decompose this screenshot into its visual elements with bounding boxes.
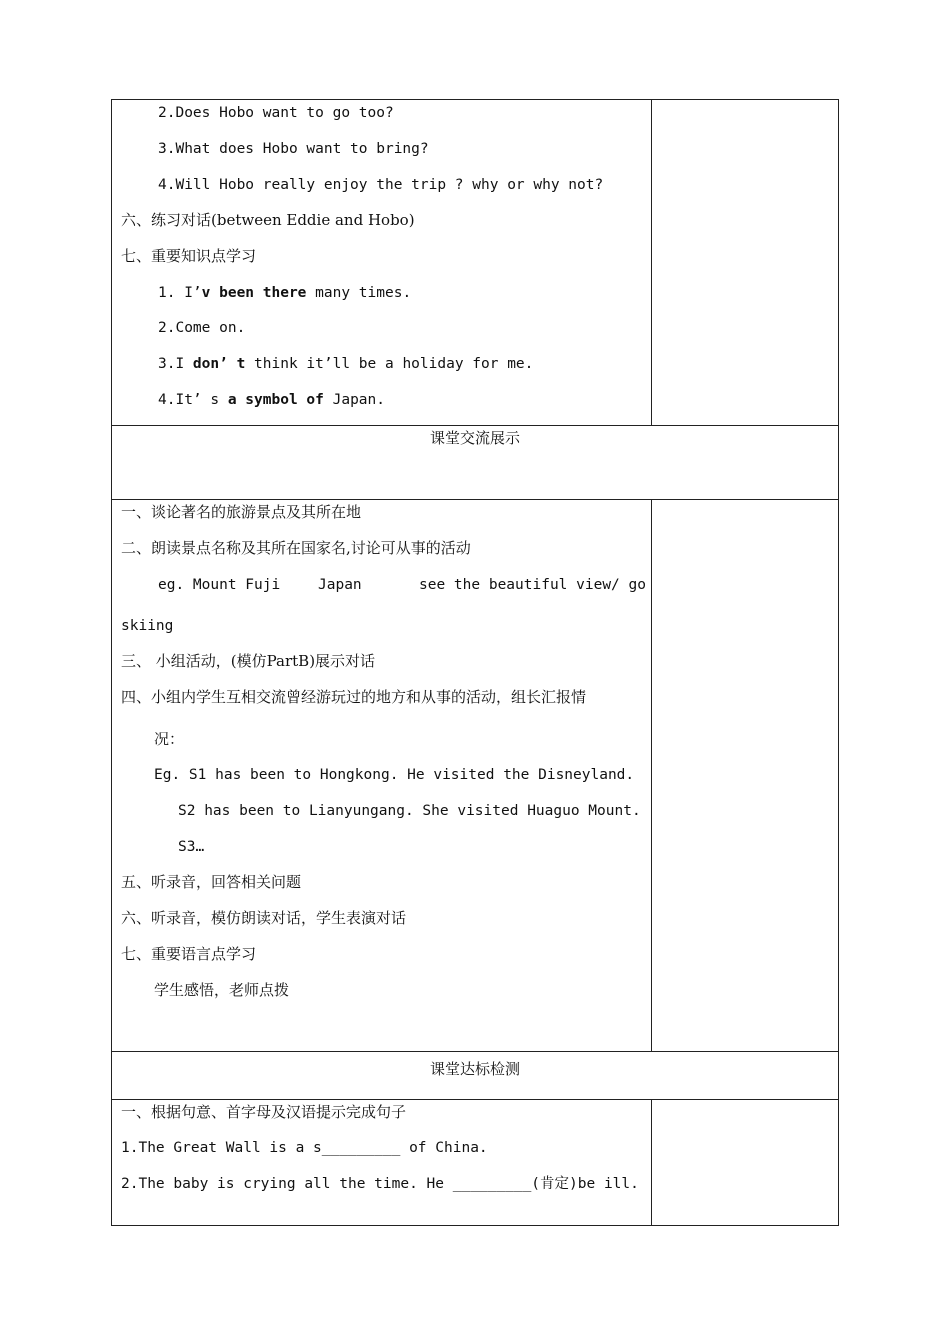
exercise-1: 1.The Great Wall is a s_________ of China. [121,1140,488,1156]
example-activity-cont: skiing [121,618,174,634]
example-s2: S2 has been to Lianyungang. She visited Huaguo Mount. [178,803,641,819]
row-divider [111,499,839,500]
question-4: 4.Will Hobo really enjoy the trip ? why or why not? [158,177,604,193]
section-header-classroom-test: 课堂达标检测 [429,1060,520,1078]
row-divider [111,1099,839,1100]
activity-7-note: 学生感悟，老师点拨 [154,981,290,999]
question-2: 2.Does Hobo want to go too? [158,105,394,121]
key-point-4: 4.It’ s a symbol of Japan. [158,392,385,408]
key-point-2: 2.Come on. [158,320,246,336]
exercise-2: 2.The baby is crying all the time. He _________(肯定)be ill. [121,1176,639,1192]
section-header-classroom-exchange: 课堂交流展示 [429,429,520,447]
example-country: Japan [318,577,362,593]
example-s3: S3… [178,839,205,855]
activity-6: 六、听录音，模仿朗读对话，学生表演对话 [121,909,407,927]
example-activity: see the beautiful view/ go [419,577,646,593]
key-points-heading: 七、重要知识点学习 [121,247,257,265]
example-place: eg. Mount Fuji [158,577,281,593]
exercise-heading: 一、根据句意、首字母及汉语提示完成句子 [121,1103,407,1121]
key-point-1: 1. I’v been there many times. [158,285,412,301]
activity-2: 二、朗读景点名称及其所在国家名,讨论可从事的活动 [121,539,471,557]
activity-5: 五、听录音，回答相关问题 [121,873,302,891]
row-divider [111,1051,839,1052]
activity-1: 一、谈论著名的旅游景点及其所在地 [121,503,362,521]
key-point-3: 3.I don’ t think it’ll be a holiday for me. [158,356,534,372]
activity-4-cont: 况： [154,730,185,748]
activity-7: 七、重要语言点学习 [121,945,257,963]
dialogue-practice: 六、练习对话(between Eddie and Hobo) [121,211,415,229]
column-divider [651,499,652,1052]
activity-3: 三、 小组活动，(模仿PartB)展示对话 [121,652,376,670]
row-divider [111,425,839,426]
activity-4: 四、小组内学生互相交流曾经游玩过的地方和从事的活动，组长汇报情 [121,688,587,706]
column-divider [651,1099,652,1226]
question-3: 3.What does Hobo want to bring? [158,141,429,157]
column-divider [651,99,652,426]
example-s1: Eg. S1 has been to Hongkong. He visited the Disneyland. [154,767,635,783]
